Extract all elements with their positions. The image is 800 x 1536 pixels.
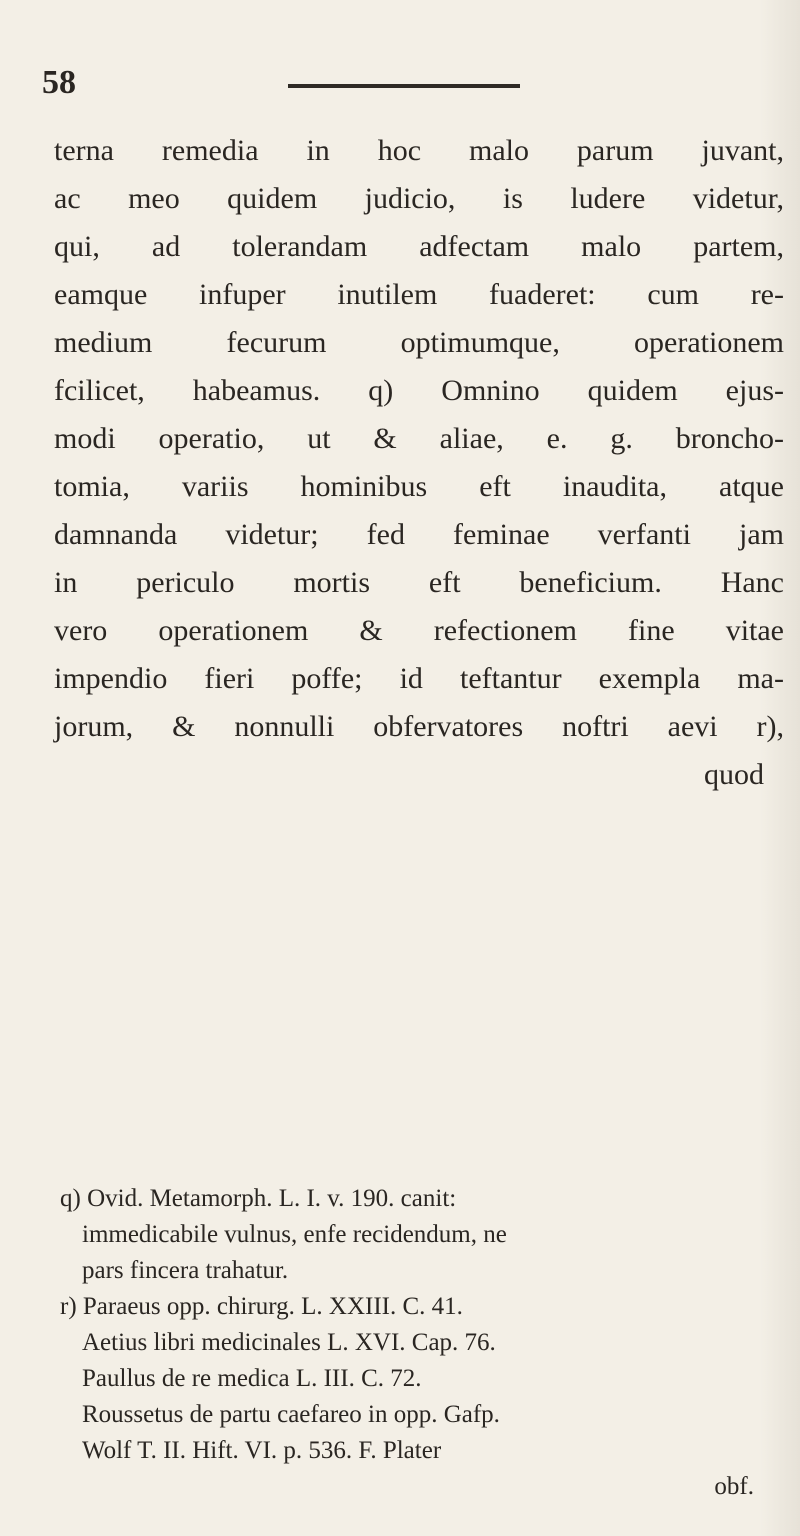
footnote-line: r) Paraeus opp. chirurg. L. XXIII. C. 41.	[60, 1293, 463, 1320]
page-number: 58	[42, 64, 76, 101]
text-line: vero operationem & refectionem fine vitae	[54, 614, 784, 647]
text-line: terna remedia in hoc malo parum juvant,	[54, 134, 784, 167]
footnotes	[60, 1181, 784, 1505]
text-line: ac meo quidem judicio, is ludere videtur,	[54, 182, 784, 215]
footnote-line: Roussetus de partu caefareo in opp. Gafp.	[82, 1401, 500, 1428]
text-line: fcilicet, habeamus. q) Omnino quidem ejus-	[54, 374, 784, 407]
footnote-line: Wolf T. II. Hift. VI. p. 536. F. Plater	[82, 1437, 442, 1464]
header-rule	[288, 84, 520, 88]
catchword: quod	[704, 758, 764, 791]
footnote-line: immedicabile vulnus, enfe recidendum, ne	[82, 1221, 507, 1248]
main-text	[54, 127, 784, 799]
footnote-line: Aetius libri medicinales L. XVI. Cap. 76.	[82, 1329, 496, 1356]
text-line: damnanda videtur; fed feminae verfanti jam	[54, 518, 784, 551]
footnote-line: obf.	[714, 1473, 754, 1500]
text-line: tomia, variis hominibus eft inaudita, atque	[54, 470, 784, 503]
text-line: in periculo mortis eft beneficium. Hanc	[54, 566, 784, 599]
text-line: impendio fieri poffe; id teftantur exempla ma-	[54, 662, 784, 695]
text-line: eamque infuper inutilem fuaderet: cum re-	[54, 278, 784, 311]
text-line: modi operatio, ut & aliae, e. g. broncho-	[54, 422, 784, 455]
footnote-line: Paullus de re medica L. III. C. 72.	[82, 1365, 422, 1392]
footnote-line: q) Ovid. Metamorph. L. I. v. 190. canit:	[60, 1185, 457, 1212]
footnote-line: pars fincera trahatur.	[82, 1257, 289, 1284]
text-line: jorum, & nonnulli obfervatores noftri aevi r),	[54, 710, 784, 743]
text-line: medium fecurum optimumque, operationem	[54, 326, 784, 359]
text-line: qui, ad tolerandam adfectam malo partem,	[54, 230, 784, 263]
